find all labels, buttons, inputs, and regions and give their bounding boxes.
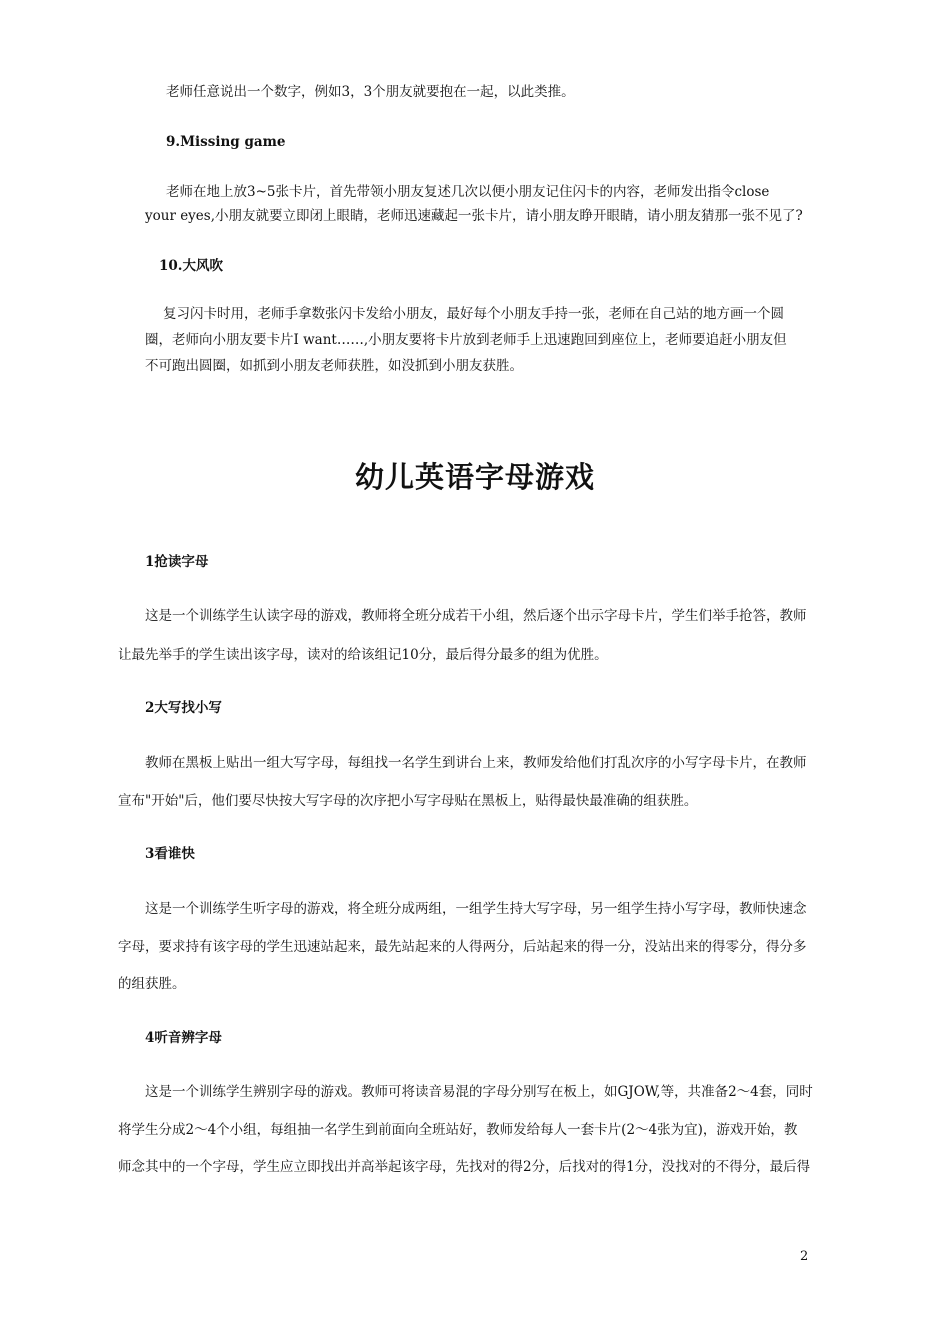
page-title: 幼儿英语字母游戏 [354, 460, 595, 494]
paragraph-line: 宣布"开始"后，他们要尽快按大写字母的次序把小写字母贴在黑板上，贴得最快最准确的组获胜。 [118, 793, 698, 809]
paragraph-line: 字母，要求持有该字母的学生迅速站起来，最先站起来的人得两分，后站起来的得一分，没站出来的得零分，得分多 [118, 939, 807, 955]
paragraph-line: 复习闪卡时用，老师手拿数张闪卡发给小朋友，最好每个小朋友手持一张，老师在自己站的地方画一个圆 [163, 306, 784, 322]
paragraph-line: 这是一个训练学生听字母的游戏，将全班分成两组，一组学生持大写字母，另一组学生持小写字母，教师快速念 [145, 901, 807, 917]
paragraph-line: 的组获胜。 [118, 976, 186, 992]
section-heading-wind-blows: 10.大风吹 [159, 258, 223, 274]
paragraph-line: 教师在黑板上贴出一组大写字母，每组找一名学生到讲台上来，教师发给他们打乱次序的小写字母卡片，在教师 [145, 755, 807, 771]
paragraph-line: your eyes,小朋友就要立即闭上眼睛，老师迅速藏起一张卡片，请小朋友睁开眼睛，请小朋友猜那一张不见了? [145, 208, 803, 224]
paragraph-line: 这是一个训练学生认读字母的游戏，教师将全班分成若干小组，然后逐个出示字母卡片，学生们举手抢答，教师 [145, 608, 807, 624]
paragraph-line: 这是一个训练学生辨别字母的游戏。教师可将读音易混的字母分别写在板上，如GJOW,等，共准备2～4套，同时 [145, 1084, 813, 1100]
paragraph-line: 让最先举手的学生读出该字母，读对的给该组记10分，最后得分最多的组为优胜。 [118, 647, 608, 663]
paragraph-line: 不可跑出圆圈，如抓到小朋友老师获胜，如没抓到小朋友获胜。 [145, 358, 523, 374]
paragraph-line: 老师在地上放3~5张卡片，首先带领小朋友复述几次以便小朋友记住闪卡的内容，老师发出指令close [166, 184, 770, 200]
game-heading: 3看谁快 [145, 846, 195, 862]
paragraph-line: 师念其中的一个字母，学生应立即找出并高举起该字母，先找对的得2分，后找对的得1分，没找对的不得分，最后得 [118, 1159, 811, 1175]
intro-paragraph: 老师任意说出一个数字，例如3，3个朋友就要抱在一起，以此类推。 [166, 84, 575, 100]
game-heading: 4听音辨字母 [145, 1030, 222, 1046]
game-heading: 2大写找小写 [145, 700, 222, 716]
paragraph-line: 将学生分成2～4个小组，每组抽一名学生到前面向全班站好，教师发给每人一套卡片(2～4张为宜)，游戏开始，教 [118, 1122, 798, 1138]
section-heading-missing-game: 9.Missing game [166, 134, 286, 150]
paragraph-line: 圈，老师向小朋友要卡片I want……,小朋友要将卡片放到老师手上迅速跑回到座位上，老师要追赶小朋友但 [145, 332, 787, 348]
game-heading: 1抢读字母 [145, 554, 209, 570]
page-number: 2 [800, 1249, 809, 1264]
